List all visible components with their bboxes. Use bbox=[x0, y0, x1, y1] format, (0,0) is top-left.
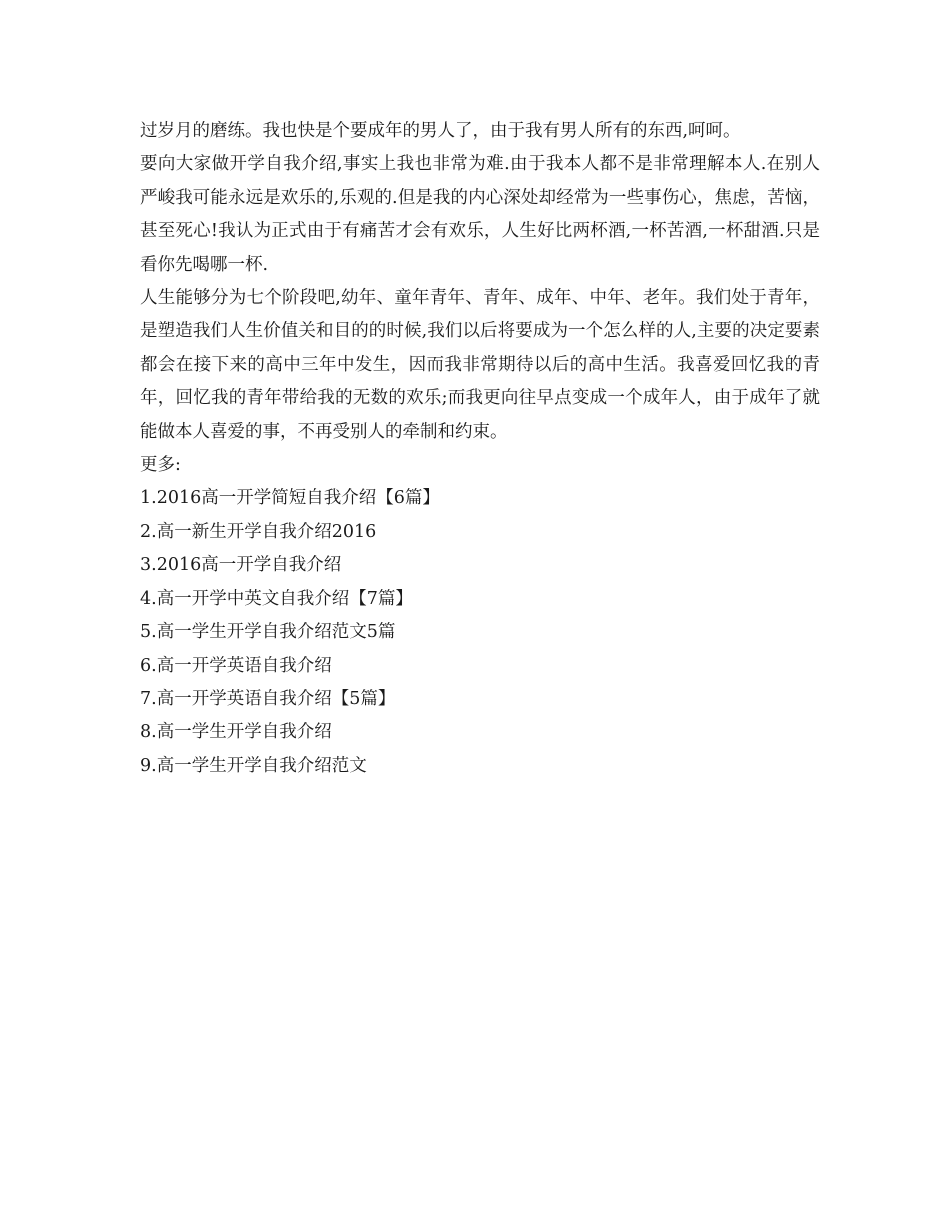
related-link-8[interactable]: 8.高一学生开学自我介绍 bbox=[140, 722, 332, 743]
related-link-7[interactable]: 7.高一开学英语自我介绍【5篇】 bbox=[140, 688, 396, 709]
related-link-6[interactable]: 6.高一开学英语自我介绍 bbox=[140, 655, 332, 676]
related-links-list bbox=[140, 482, 820, 783]
related-link-3[interactable]: 3.2016高一开学自我介绍 bbox=[140, 555, 342, 576]
related-link-4[interactable]: 4.高一开学中英文自我介绍【7篇】 bbox=[140, 588, 413, 609]
related-link-2[interactable]: 2.高一新生开学自我介绍2016 bbox=[140, 521, 377, 542]
document-body bbox=[140, 115, 820, 783]
related-link-5[interactable]: 5.高一学生开学自我介绍范文5篇 bbox=[140, 622, 396, 643]
more-label: 更多: bbox=[140, 455, 181, 476]
related-link-1[interactable]: 1.2016高一开学简短自我介绍【6篇】 bbox=[140, 488, 440, 509]
paragraph-2: 要向大家做开学自我介绍,事实上我也非常为难.由于我本人都不是非常理解本人.在别人严峻我可能永远是欢乐的,乐观的.但是我的内心深处却经常为一些事伤心，焦虑，苦恼，甚至死心!我认为正式由于有痛苦才会有欢乐，人生好比两杯酒,一杯苦酒,一杯甜酒.只是看你先喝哪一杯. bbox=[140, 154, 820, 275]
paragraph-3: 人生能够分为七个阶段吧,幼年、童年青年、青年、成年、中年、老年。我们处于青年，是塑造我们人生价值关和目的的时候,我们以后将要成为一个怎么样的人,主要的决定要素都会在接下来的高中三年中发生，因而我非常期待以后的高中生活。我喜爱回忆我的青年，回忆我的青年带给我的无数的欢乐;而我更向往早点变成一个成年人，由于成年了就能做本人喜爱的事，不再受别人的牵制和约束。 bbox=[140, 288, 820, 442]
paragraph-1: 过岁月的磨练。我也快是个要成年的男人了，由于我有男人所有的东西,呵呵。 bbox=[140, 121, 741, 141]
related-link-9[interactable]: 9.高一学生开学自我介绍范文 bbox=[140, 755, 367, 776]
